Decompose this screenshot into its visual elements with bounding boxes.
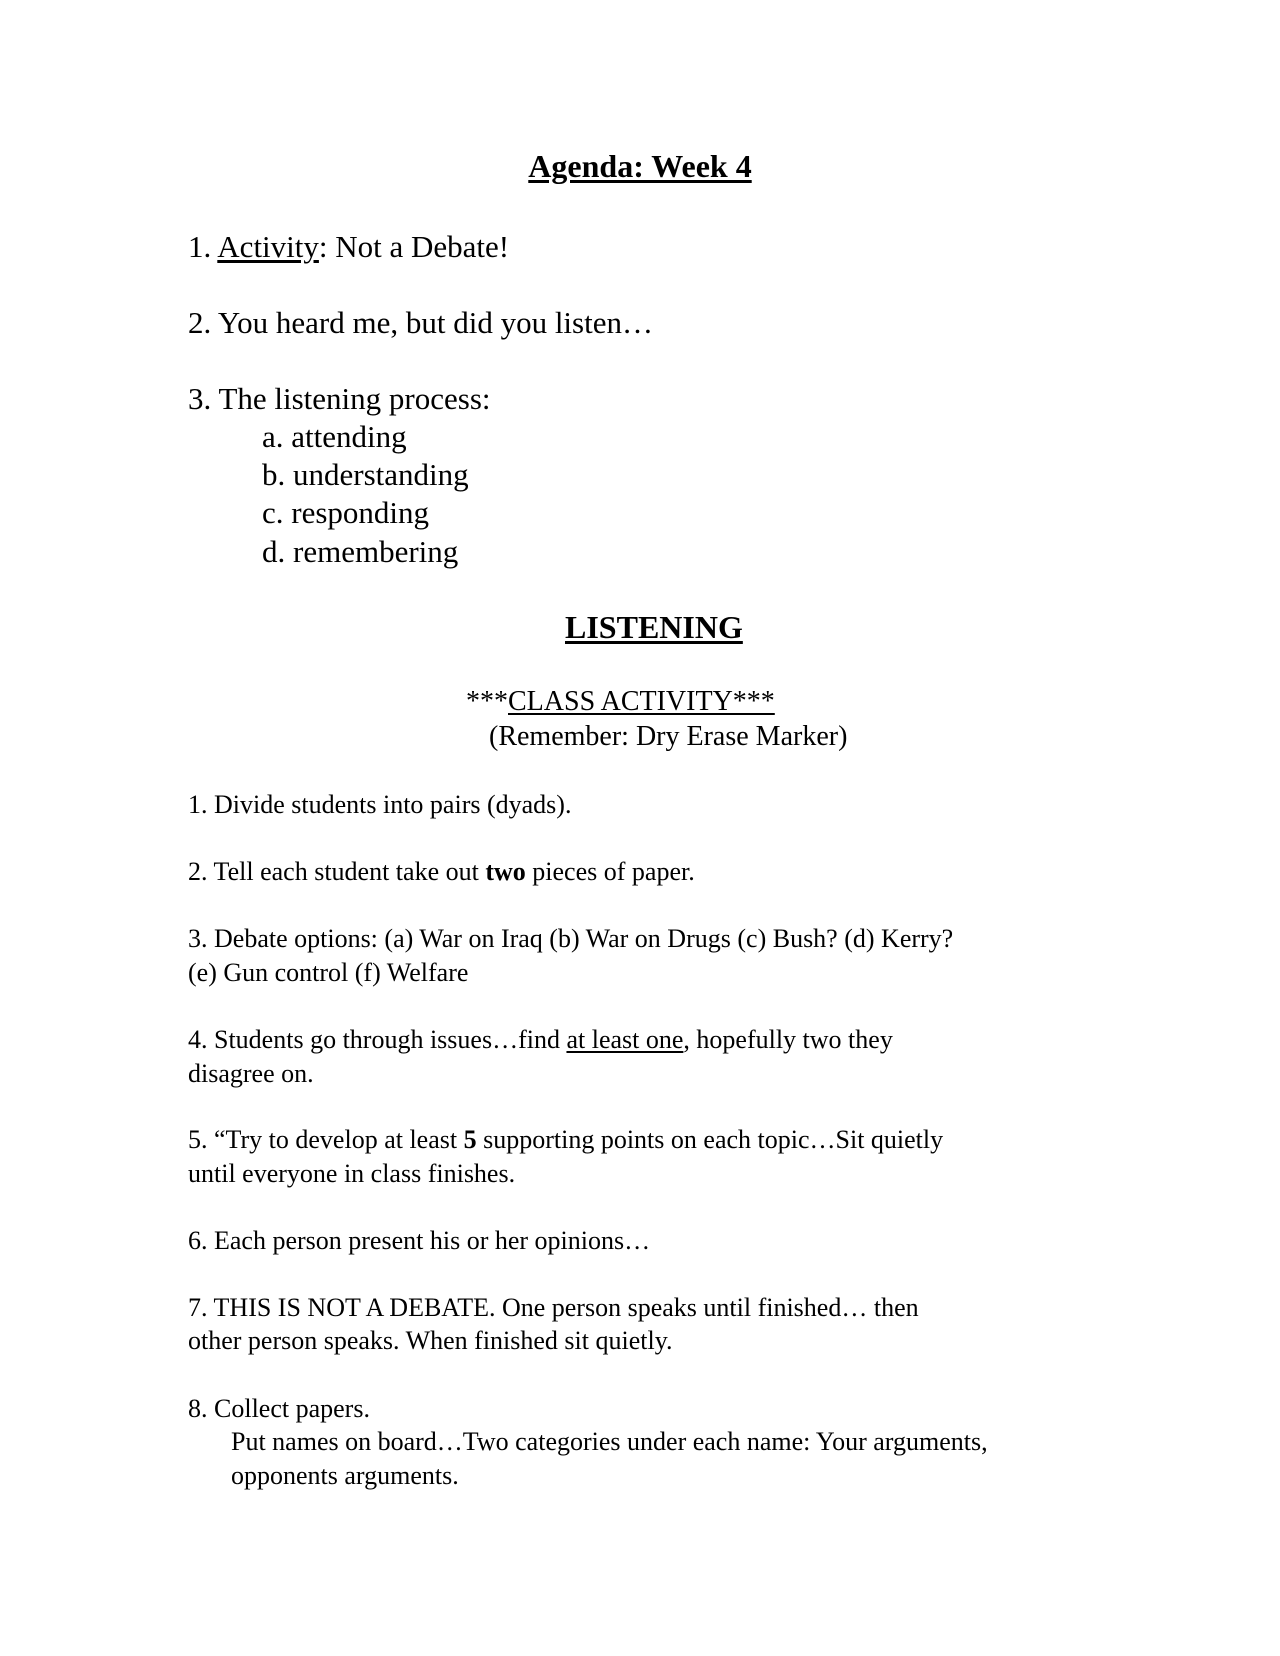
agenda-title: Agenda: Week 4 (528, 148, 752, 184)
agenda-item-3: 3. The listening process: (188, 381, 491, 416)
agenda-subitem-d: d. remembering (262, 534, 459, 569)
step-4-line-1 (188, 1023, 893, 1056)
agenda-item-1-label: Activity (217, 229, 319, 264)
step-8-line-3: opponents arguments. (231, 1461, 459, 1490)
step-4-text-a: 4. Students go through issues…find (188, 1025, 567, 1054)
step-6: 6. Each person present his or her opinions… (188, 1226, 651, 1255)
reminder-note: (Remember: Dry Erase Marker) (489, 721, 848, 752)
class-activity-label: CLASS ACTIVITY*** (508, 686, 775, 717)
agenda-subitem-c: c. responding (262, 495, 430, 530)
step-4-underlined: at least one (566, 1025, 684, 1054)
step-4-text-b: , hopefully two they (683, 1025, 893, 1054)
step-5-text-a: 5. “Try to develop at least (188, 1125, 464, 1154)
step-8-line-2: Put names on board…Two categories under each name: Your arguments, (231, 1427, 988, 1456)
step-4-line-2: disagree on. (188, 1059, 314, 1088)
step-7-line-1: 7. THIS IS NOT A DEBATE. One person speaks until finished… then (188, 1293, 919, 1322)
step-3-line-2: (e) Gun control (f) Welfare (188, 958, 469, 987)
step-5-emphasis: 5 (463, 1125, 477, 1154)
step-2-text-a: 2. Tell each student take out (188, 857, 486, 886)
step-1: 1. Divide students into pairs (dyads). (188, 790, 572, 819)
agenda-subitem-b: b. understanding (262, 457, 469, 492)
step-5-line-1 (188, 1123, 943, 1156)
listening-heading: LISTENING (565, 609, 743, 645)
step-5-text-b: supporting points on each topic…Sit quietly (476, 1125, 944, 1154)
agenda-item-1-number: 1. (188, 229, 212, 264)
step-8: 8. Collect papers. (188, 1394, 370, 1423)
step-2 (188, 855, 695, 888)
step-7-line-2: other person speaks. When finished sit quietly. (188, 1326, 673, 1355)
step-3-line-1: 3. Debate options: (a) War on Iraq (b) War on Drugs (c) Bush? (d) Kerry? (188, 924, 954, 953)
step-2-emphasis: two (485, 857, 526, 886)
class-activity-prefix: *** (466, 686, 508, 717)
agenda-item-1-text: : Not a Debate! (318, 229, 510, 264)
agenda-item-2: 2. You heard me, but did you listen… (188, 305, 653, 340)
step-5-line-2: until everyone in class finishes. (188, 1159, 516, 1188)
agenda-item-1 (188, 229, 509, 265)
step-2-text-b: pieces of paper. (525, 857, 695, 886)
agenda-subitem-a: a. attending (262, 419, 407, 454)
class-activity-title (466, 686, 775, 718)
